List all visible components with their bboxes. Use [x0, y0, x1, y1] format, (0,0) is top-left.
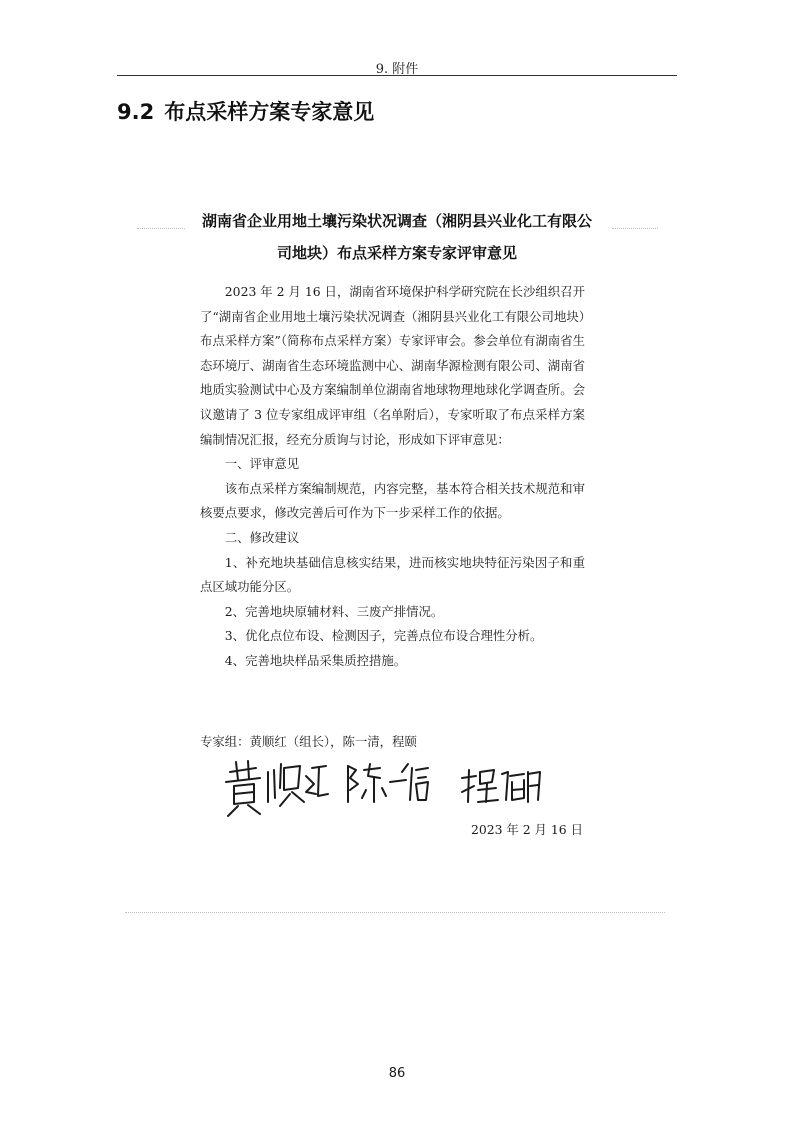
scan-edge-left	[137, 228, 185, 229]
suggestion-item: 1、补充地块基础信息核实结果，进而核实地块特征污染因子和重点区域功能分区。	[200, 554, 585, 595]
opinion-paragraph: 该布点采样方案编制规范，内容完整，基本符合相关技术规范和审核要点要求，修改完善后可作为下一步采样工作的依据。	[200, 480, 585, 521]
heading-review-opinion: 一、评审意见	[224, 456, 300, 472]
running-header: 9. 附件	[375, 62, 419, 77]
signature-chen	[340, 760, 432, 808]
expert-group-line: 专家组：黄顺红（组长），陈一清，程颐	[200, 734, 417, 749]
document-title-line1: 湖南省企业用地土壤污染状况调查（湘阴县兴业化工有限公	[201, 212, 592, 230]
intro-paragraph: 2023 年 2 月 16 日，湖南省环境保护科学研究院在长沙组织召开了“湖南省企业用地土壤污染状况调查（湘阴县兴业化工有限公司地块）布点采样方案”（简称布点采样方案）专家评审会。参会单位有湖南省生态环境厅、湖南省生态环境监测中心、湖南华源检测有限公司、湖南省地质实验测试中心及方案编制单位湖南省地球物理地球化学调查所。会议邀请了 3 位专家组成评审组（名单附后），专家听取了布点采样方案编制情况汇报，经充分质询与讨论，形成如下评审意见：	[200, 284, 585, 447]
suggestion-item: 2、完善地块原辅材料、三废产排情况。	[224, 603, 444, 619]
signature-date: 2023 年 2 月 16 日	[470, 822, 583, 837]
heading-suggestions: 二、修改建议	[224, 529, 300, 545]
suggestion-item: 3、优化点位布设、检测因子，完善点位布设合理性分析。	[224, 628, 543, 644]
scan-edge-bottom	[125, 912, 665, 913]
scan-edge-right	[612, 228, 658, 229]
document-body	[200, 280, 585, 674]
section-title-text: 布点采样方案专家意见	[164, 100, 375, 124]
signature-cheng	[458, 764, 544, 808]
page-number: 86	[388, 1066, 406, 1081]
suggestion-item: 4、完善地块样品采集质控措施。	[224, 652, 407, 668]
document-title-line2: 司地块）布点采样方案专家评审意见	[276, 244, 517, 262]
section-number: 9.2	[117, 100, 155, 124]
signature-huang	[218, 758, 330, 820]
document-title	[190, 205, 604, 269]
section-title	[117, 96, 374, 126]
header-rule	[117, 75, 677, 76]
